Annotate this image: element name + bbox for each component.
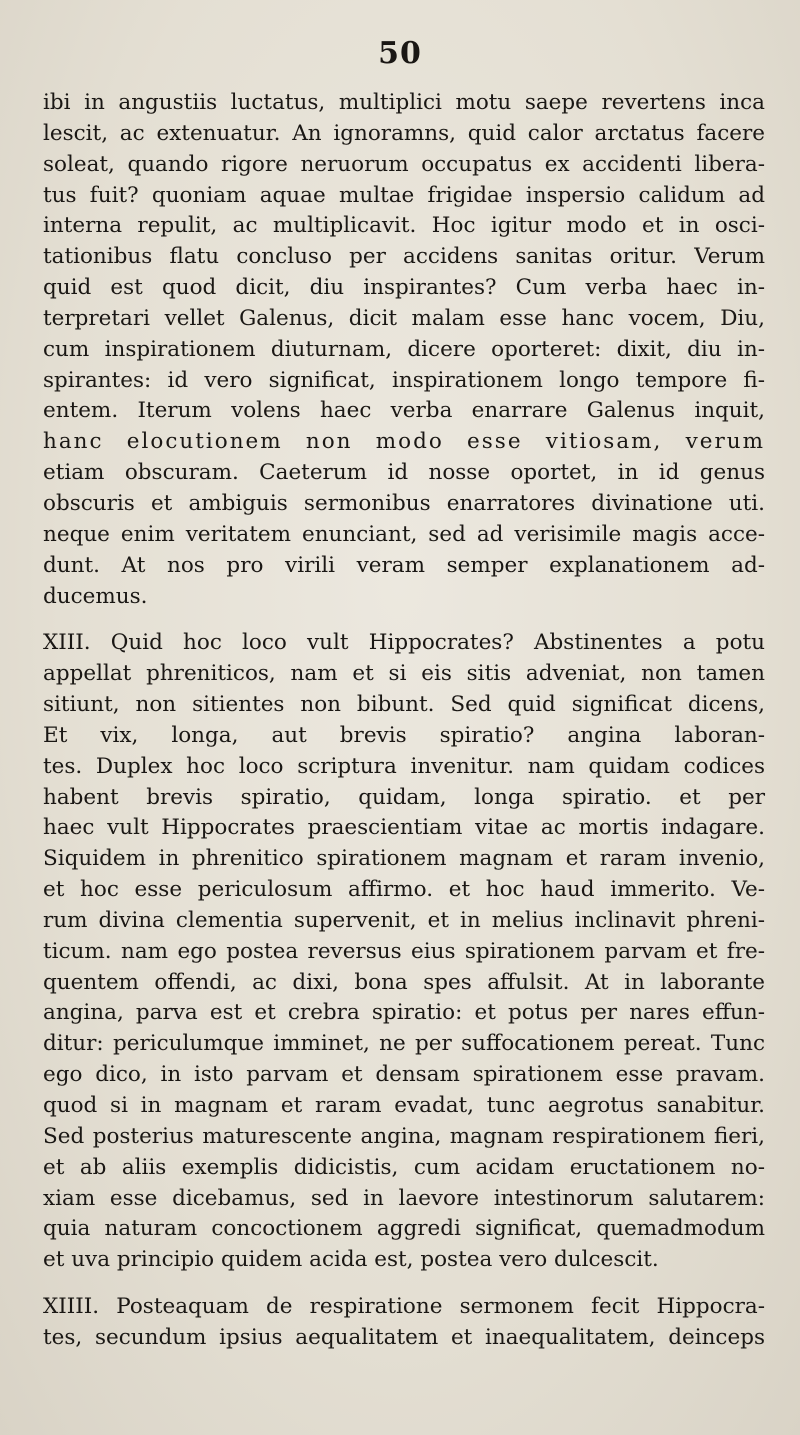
text-line: et hoc esse periculosum affirmo. et hoc haud immerito. Ve- xyxy=(43,877,765,903)
text-line: ditur: periculumque imminet, ne per suffocationem pereat. Tunc xyxy=(43,1031,765,1057)
paragraph-3 xyxy=(43,1292,765,1354)
text-line: angina, parva est et crebra spiratio: et potus per nares effun- xyxy=(43,1000,765,1026)
text-line: Sed posterius maturescente angina, magnam respirationem fieri, xyxy=(43,1123,765,1149)
text-line: interna repulit, ac multiplicavit. Hoc igitur modo et in osci- xyxy=(43,213,765,239)
text-line: XIII. Quid hoc loco vult Hippocrates? Abstinentes a potu xyxy=(43,630,765,656)
text-line: tes, secundum ipsius aequalitatem et inaequalitatem, deinceps xyxy=(43,1324,765,1350)
text-line: quentem offendi, ac dixi, bona spes affulsit. At in laborante xyxy=(43,969,765,995)
text-line: spirantes: id vero significat, inspirationem longo tempore fi- xyxy=(43,367,765,393)
text-line: tus fuit? quoniam aquae multae frigidae inspersio calidum ad xyxy=(43,182,765,208)
page-number: 50 xyxy=(378,36,422,71)
text-line: Et vix, longa, aut brevis spiratio? angina laboran- xyxy=(43,722,765,748)
text-line: ego dico, in isto parvam et densam spirationem esse pravam. xyxy=(43,1062,765,1088)
text-line: ducemus. xyxy=(43,583,148,609)
text-line: obscuris et ambiguis sermonibus enarratores divinatione uti. xyxy=(43,490,765,516)
text-line: soleat, quando rigore neruorum occupatus ex accidenti libera- xyxy=(43,151,765,177)
text-line: XIIII. Posteaquam de respiratione sermonem fecit Hippocra- xyxy=(43,1294,765,1320)
text-line: lescit, ac extenuatur. An ignoramns, quid calor arctatus facere xyxy=(43,120,765,146)
text-line: habent brevis spiratio, quidam, longa spiratio. et per xyxy=(43,784,765,810)
paragraph-1 xyxy=(43,88,765,612)
paragraph-gap xyxy=(43,1276,765,1292)
paragraph-gap xyxy=(43,612,765,628)
text-line: et ab aliis exemplis didicistis, cum acidam eructationem no- xyxy=(43,1154,765,1180)
text-line: neque enim veritatem enunciant, sed ad verisimile magis acce- xyxy=(43,521,765,547)
text-line: haec vult Hippocrates praescientiam vitae ac mortis indagare. xyxy=(43,815,765,841)
text-line: Siquidem in phrenitico spirationem magnam et raram invenio, xyxy=(43,846,765,872)
text-line: etiam obscuram. Caeterum id nosse oportet, in id genus xyxy=(43,460,765,486)
text-line: appellat phreniticos, nam et si eis sitis adveniat, non tamen xyxy=(43,661,765,687)
text-line: terpretari vellet Galenus, dicit malam esse hanc vocem, Diu, xyxy=(43,305,765,331)
text-line: ticum. nam ego postea reversus eius spirationem parvam et fre- xyxy=(43,938,765,964)
text-line: et uva principio quidem acida est, postea vero dulcescit. xyxy=(43,1247,659,1273)
text-line: rum divina clementia supervenit, et in melius inclinavit phreni- xyxy=(43,907,765,933)
text-line: ibi in angustiis luctatus, multiplici motu saepe revertens inca xyxy=(43,90,765,115)
paragraph-2 xyxy=(43,628,765,1276)
text-line: tes. Duplex hoc loco scriptura invenitur. nam quidam codices xyxy=(43,753,765,779)
text-line: sitiunt, non sitientes non bibunt. Sed quid significat dicens, xyxy=(43,692,765,718)
text-line: tationibus flatu concluso per accidens sanitas oritur. Verum xyxy=(43,244,765,270)
text-line: entem. Iterum volens haec verba enarrare Galenus inquit, xyxy=(43,398,765,424)
text-line: quod si in magnam et raram evadat, tunc aegrotus sanabitur. xyxy=(43,1093,765,1118)
text-line: quia naturam concoctionem aggredi significat, quemadmodum xyxy=(43,1216,765,1242)
text-line: xiam esse dicebamus, sed in laevore intestinorum salutarem: xyxy=(43,1185,765,1211)
text-line: quid est quod dicit, diu inspirantes? Cum verba haec in- xyxy=(43,275,765,301)
text-line: cum inspirationem diuturnam, dicere oporteret: dixit, diu in- xyxy=(43,336,765,362)
body-text xyxy=(43,88,765,1354)
text-line: hanc elocutionem non modo esse vitiosam, verum xyxy=(43,429,765,455)
text-line: dunt. At nos pro virili veram semper explanationem ad- xyxy=(43,552,765,578)
